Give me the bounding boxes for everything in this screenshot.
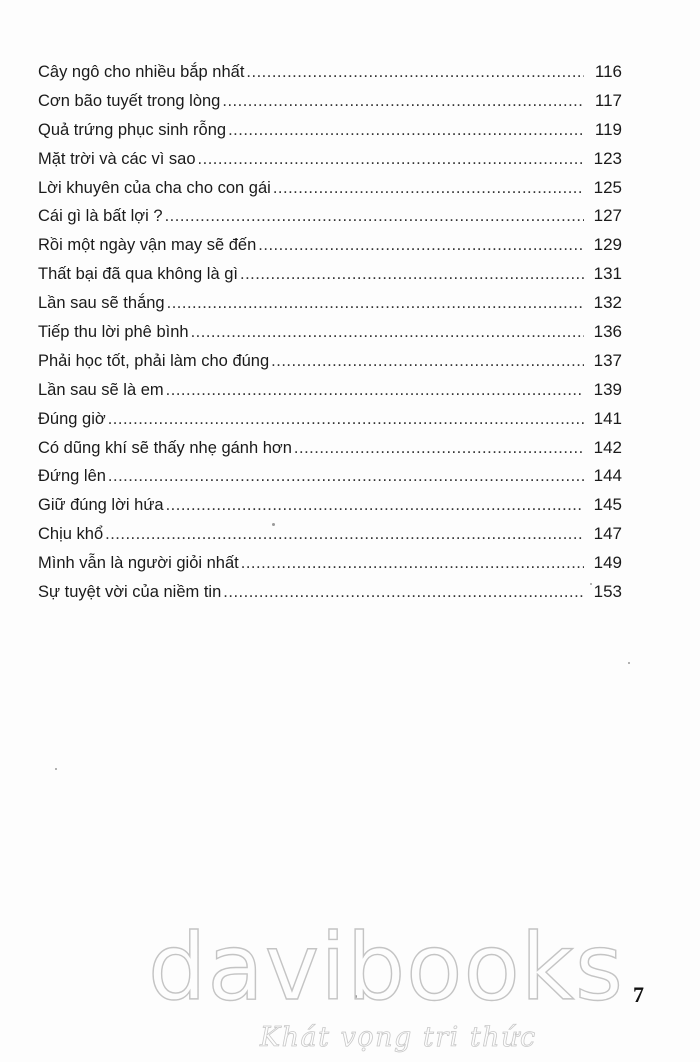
toc-entry-page: 149 bbox=[593, 553, 622, 573]
toc-entry-page: 123 bbox=[593, 148, 622, 168]
toc-entry-page: 129 bbox=[593, 235, 622, 255]
toc-entry-title: Mặt trời và các vì sao bbox=[38, 149, 196, 168]
toc-entry-title: Đứng lên bbox=[38, 467, 106, 486]
toc-entry-title: Cây ngô cho nhiều bắp nhất bbox=[38, 63, 245, 81]
toc-entry-page: 125 bbox=[593, 177, 622, 197]
toc-dot-leader bbox=[246, 58, 584, 87]
toc-entry bbox=[38, 520, 622, 549]
toc-entry bbox=[38, 549, 622, 578]
toc-dot-leader bbox=[191, 318, 584, 347]
publisher-watermark bbox=[148, 914, 624, 1053]
toc-entry bbox=[38, 462, 622, 491]
toc-entry-title: Quả trứng phục sinh rỗng bbox=[38, 120, 227, 139]
toc-entry-title: Lần sau sẽ thắng bbox=[38, 294, 165, 313]
toc-entry bbox=[38, 376, 622, 405]
toc-entry-page: 144 bbox=[593, 466, 622, 486]
toc-dot-leader bbox=[198, 145, 584, 174]
toc-entry bbox=[38, 202, 622, 231]
toc-dot-leader bbox=[222, 87, 584, 116]
toc-dot-leader bbox=[167, 289, 584, 318]
watermark-brand: davibooks bbox=[148, 914, 624, 1021]
toc-entry-title: Giữ đúng lời hứa bbox=[38, 496, 164, 515]
toc-entry-title: Tiếp thu lời phê bình bbox=[38, 323, 189, 342]
toc-entry-page: 145 bbox=[593, 495, 622, 515]
toc-dot-leader bbox=[166, 376, 584, 405]
toc-entry-page: 119 bbox=[594, 119, 622, 139]
toc-entry bbox=[38, 58, 622, 87]
toc-entry bbox=[38, 260, 622, 289]
toc-entry bbox=[38, 289, 622, 318]
toc-entry-page: 132 bbox=[593, 293, 622, 313]
toc-entry bbox=[38, 347, 622, 376]
toc-entry-title: Cơn bão tuyết trong lòng bbox=[38, 91, 221, 110]
toc-dot-leader bbox=[108, 405, 584, 434]
toc-entry bbox=[38, 145, 622, 174]
toc-entry bbox=[38, 318, 622, 347]
scan-speck bbox=[272, 523, 275, 526]
toc-dot-leader bbox=[105, 520, 584, 549]
toc-entry bbox=[38, 87, 622, 116]
toc-entry-title: Cái gì là bất lợi ? bbox=[38, 207, 163, 226]
toc-dot-leader bbox=[228, 116, 584, 145]
toc-entry-page: 139 bbox=[593, 379, 622, 399]
toc-entry-title: Lần sau sẽ là em bbox=[38, 380, 164, 399]
toc-entry-title: Mình vẫn là người giỏi nhất bbox=[38, 554, 239, 573]
toc-entry-page: 137 bbox=[593, 350, 622, 370]
toc-entry-page: 136 bbox=[593, 322, 622, 342]
toc-entry-page: 141 bbox=[593, 408, 622, 428]
toc-dot-leader bbox=[273, 174, 584, 203]
toc-entry-page: 147 bbox=[593, 524, 622, 544]
toc-entry bbox=[38, 491, 622, 520]
watermark-tagline: Khát vọng tri thức bbox=[260, 1022, 537, 1053]
toc-dot-leader bbox=[240, 260, 584, 289]
toc-entry-page: 127 bbox=[593, 206, 622, 226]
scan-speck bbox=[628, 662, 630, 664]
toc-entry-title: Đúng giờ bbox=[38, 409, 106, 428]
toc-entry-page: 131 bbox=[593, 264, 622, 284]
toc-entry-title: Sự tuyệt vời của niềm tin bbox=[38, 583, 222, 602]
toc-entry-title: Phải học tốt, phải làm cho đúng bbox=[38, 351, 270, 370]
toc-entry bbox=[38, 231, 622, 260]
toc-entry-title: Thất bại đã qua không là gì bbox=[38, 265, 238, 284]
toc-entry-title: Rồi một ngày vận may sẽ đến bbox=[38, 236, 257, 255]
toc-entry-page: 153 bbox=[593, 582, 622, 602]
toc-entry bbox=[38, 405, 622, 434]
toc-dot-leader bbox=[271, 347, 584, 376]
toc-dot-leader bbox=[258, 231, 584, 260]
toc-entry-page: 116 bbox=[594, 62, 622, 81]
toc-dot-leader bbox=[165, 202, 584, 231]
toc-entry-page: 142 bbox=[593, 437, 622, 457]
page-number: 7 bbox=[633, 982, 644, 1007]
table-of-contents bbox=[38, 58, 622, 607]
toc-entry bbox=[38, 578, 622, 607]
toc-dot-leader bbox=[223, 578, 584, 607]
toc-dot-leader bbox=[108, 462, 584, 491]
toc-dot-leader bbox=[166, 491, 584, 520]
toc-dot-leader bbox=[241, 549, 584, 578]
toc-dot-leader bbox=[294, 434, 584, 463]
toc-entry-title: Có dũng khí sẽ thấy nhẹ gánh hơn bbox=[38, 438, 292, 457]
toc-entry bbox=[38, 434, 622, 463]
scan-speck bbox=[55, 768, 57, 770]
toc-entry bbox=[38, 174, 622, 203]
toc-entry-page: 117 bbox=[594, 90, 622, 110]
toc-entry-title: Chịu khổ bbox=[38, 525, 104, 544]
scan-speck bbox=[590, 583, 592, 585]
toc-entry-title: Lời khuyên của cha cho con gái bbox=[38, 178, 271, 197]
toc-entry bbox=[38, 116, 622, 145]
